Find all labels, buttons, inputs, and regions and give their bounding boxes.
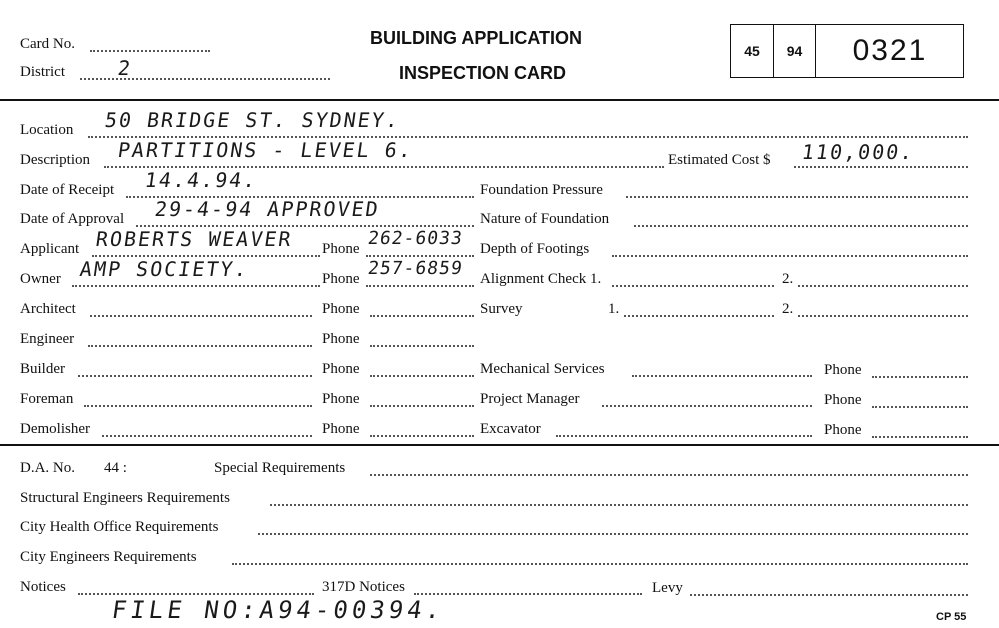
demolisher-label: Demolisher <box>20 421 90 437</box>
form-code: CP 55 <box>936 611 967 623</box>
foreman-phone-field[interactable] <box>370 405 474 407</box>
applicant-phone-field[interactable] <box>366 255 474 257</box>
project-manager-label: Project Manager <box>480 391 580 407</box>
city-health-label: City Health Office Requirements <box>20 519 219 535</box>
nature-of-foundation-label: Nature of Foundation <box>480 211 610 227</box>
engineer-phone-label: Phone <box>322 331 360 347</box>
depth-of-footings-label: Depth of Footings <box>480 241 590 257</box>
excavator-phone-label: Phone <box>824 422 862 438</box>
levy-field[interactable] <box>690 594 968 596</box>
owner-label: Owner <box>20 271 61 287</box>
district-label: District <box>20 64 65 80</box>
architect-label: Architect <box>20 301 76 317</box>
notices-317d-field[interactable] <box>414 593 642 595</box>
location-value: 50 BRIDGE ST. SYDNEY. <box>103 108 402 132</box>
header-divider <box>0 99 999 101</box>
estimated-cost-value: 110,000. <box>800 140 917 164</box>
engineer-phone-field[interactable] <box>370 345 474 347</box>
mechanical-phone-label: Phone <box>824 362 862 378</box>
excavator-phone-field[interactable] <box>872 436 968 438</box>
applicant-value: ROBERTS WEAVER <box>94 227 295 251</box>
date-of-approval-value: 29-4-94 APPROVED <box>153 197 382 221</box>
survey-1-label: 1. <box>608 301 620 317</box>
nature-of-foundation-field[interactable] <box>634 225 968 227</box>
owner-phone-value: 257-6859 <box>366 258 465 279</box>
survey-2-field[interactable] <box>798 315 968 317</box>
alignment-check-label: Alignment Check 1. <box>480 271 602 287</box>
date-of-approval-label: Date of Approval <box>20 211 125 227</box>
notices-field[interactable] <box>78 593 314 595</box>
reference-box <box>730 24 964 78</box>
mechanical-phone-field[interactable] <box>872 376 968 378</box>
engineer-field[interactable] <box>88 345 312 347</box>
estimated-cost-label: Estimated Cost $ <box>668 152 771 168</box>
date-of-receipt-label: Date of Receipt <box>20 182 115 198</box>
project-manager-phone-label: Phone <box>824 392 862 408</box>
mechanical-services-field[interactable] <box>632 375 812 377</box>
city-health-field[interactable] <box>258 533 968 535</box>
demolisher-phone-label: Phone <box>322 421 360 437</box>
survey-2-label: 2. <box>782 301 794 317</box>
project-manager-phone-field[interactable] <box>872 406 968 408</box>
alignment-check-2-field[interactable] <box>798 285 968 287</box>
levy-label: Levy <box>652 580 683 596</box>
foreman-field[interactable] <box>84 405 312 407</box>
architect-phone-field[interactable] <box>370 315 474 317</box>
owner-value: AMP SOCIETY. <box>78 257 251 281</box>
form-title-line2: INSPECTION CARD <box>399 63 567 83</box>
special-requirements-field[interactable] <box>370 474 968 476</box>
demolisher-field[interactable] <box>102 435 312 437</box>
depth-of-footings-field[interactable] <box>612 255 968 257</box>
foreman-phone-label: Phone <box>322 391 360 407</box>
mechanical-services-label: Mechanical Services <box>480 361 605 377</box>
district-value: 2 <box>116 56 134 80</box>
date-of-receipt-value: 14.4.94. <box>143 168 260 192</box>
builder-phone-label: Phone <box>322 361 360 377</box>
applicant-label: Applicant <box>20 241 80 257</box>
survey-1-field[interactable] <box>624 315 774 317</box>
structural-engineers-label: Structural Engineers Requirements <box>20 490 230 506</box>
survey-label: Survey <box>480 301 523 317</box>
ref-number: 0321 <box>852 34 928 67</box>
architect-phone-label: Phone <box>322 301 360 317</box>
builder-label: Builder <box>20 361 65 377</box>
applicant-phone-label: Phone <box>322 241 360 257</box>
section-divider <box>0 444 999 446</box>
foundation-pressure-label: Foundation Pressure <box>480 182 603 198</box>
da-no-value: 44 : <box>104 460 127 476</box>
ref-district-code: 45 <box>731 25 774 77</box>
description-label: Description <box>20 152 90 168</box>
description-value: PARTITIONS - LEVEL 6. <box>116 138 415 162</box>
owner-field[interactable] <box>72 285 320 287</box>
form-title-line1: BUILDING APPLICATION <box>370 28 582 48</box>
special-requirements-label: Special Requirements <box>214 460 346 476</box>
card-no-field[interactable] <box>90 50 210 52</box>
city-engineers-label: City Engineers Requirements <box>20 549 197 565</box>
foundation-pressure-field[interactable] <box>626 196 968 198</box>
structural-engineers-field[interactable] <box>270 504 968 506</box>
applicant-phone-value: 262-6033 <box>366 228 465 249</box>
notices-label: Notices <box>20 579 66 595</box>
estimated-cost-field[interactable] <box>794 166 968 168</box>
excavator-field[interactable] <box>556 435 812 437</box>
foreman-label: Foreman <box>20 391 74 407</box>
excavator-label: Excavator <box>480 421 541 437</box>
owner-phone-label: Phone <box>322 271 360 287</box>
builder-phone-field[interactable] <box>370 375 474 377</box>
file-number: FILE NO:A94-00394. <box>110 596 447 624</box>
architect-field[interactable] <box>90 315 312 317</box>
builder-field[interactable] <box>78 375 312 377</box>
card-no-label: Card No. <box>20 36 75 52</box>
alignment-check-2-label: 2. <box>782 271 794 287</box>
engineer-label: Engineer <box>20 331 75 347</box>
project-manager-field[interactable] <box>602 405 812 407</box>
ref-year: 94 <box>774 25 816 77</box>
demolisher-phone-field[interactable] <box>370 435 474 437</box>
da-no-label: D.A. No. <box>20 460 75 476</box>
location-label: Location <box>20 122 74 138</box>
alignment-check-1-field[interactable] <box>612 285 774 287</box>
notices-317d-label: 317D Notices <box>322 579 405 595</box>
owner-phone-field[interactable] <box>366 285 474 287</box>
city-engineers-field[interactable] <box>232 563 968 565</box>
